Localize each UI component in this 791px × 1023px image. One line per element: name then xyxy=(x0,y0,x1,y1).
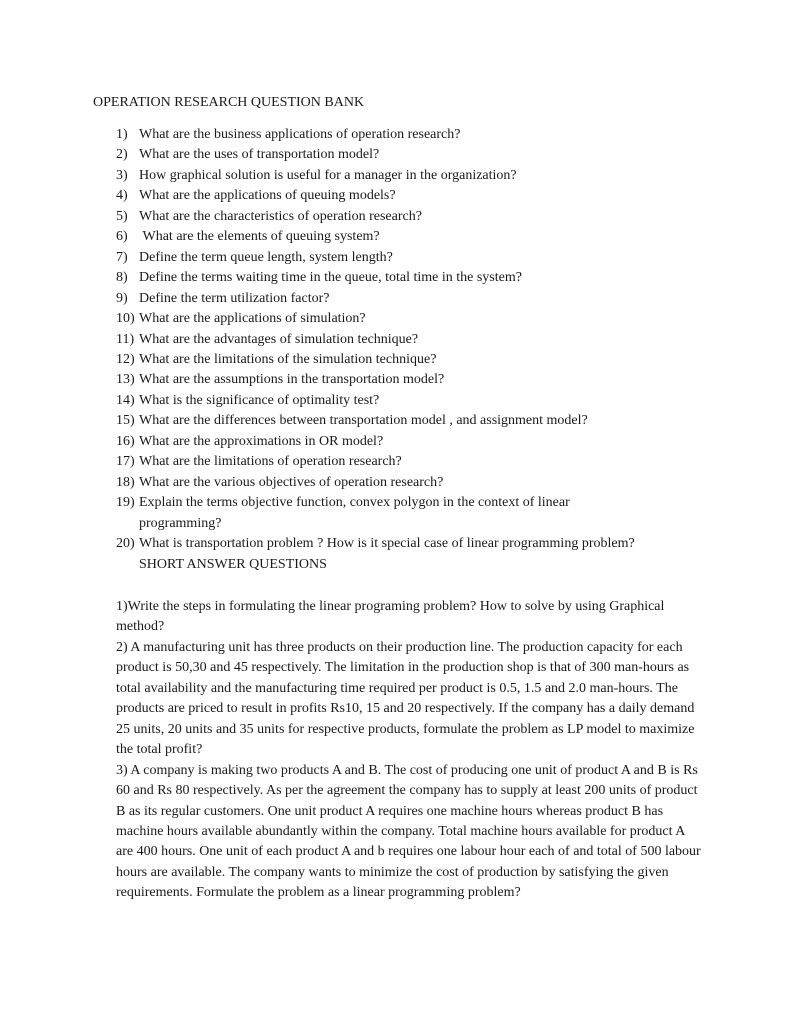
list-item xyxy=(116,330,716,350)
list-item xyxy=(116,186,716,206)
list-item xyxy=(116,370,716,390)
question-text: What are the elements of queuing system? xyxy=(139,229,380,245)
list-item xyxy=(116,473,716,493)
list-item xyxy=(116,391,716,411)
question-number: 8) xyxy=(116,270,128,286)
question-number: 20) xyxy=(116,536,135,552)
question-number: 19) xyxy=(116,495,135,511)
question-text: What are the business applications of operation research? xyxy=(139,127,461,142)
question-number: 9) xyxy=(116,290,128,306)
list-item xyxy=(116,309,716,329)
short-answer-question: 1)Write the steps in formulating the linear programing problem? How to solve by using Graphical method? xyxy=(116,599,665,635)
question-number: 6) xyxy=(116,229,128,245)
question-number: 4) xyxy=(116,188,128,204)
list-item xyxy=(116,145,716,165)
question-text: What are the characteristics of operation research? xyxy=(139,208,422,224)
question-text: What are the approximations in OR model? xyxy=(139,433,384,449)
question-number: 14) xyxy=(116,392,135,408)
question-number: 1) xyxy=(116,127,128,142)
list-item xyxy=(116,125,716,145)
question-text: What are the assumptions in the transportation model? xyxy=(139,372,445,388)
question-number: 12) xyxy=(116,351,135,367)
short-answer-question: 2) A manufacturing unit has three products on their production line. The production capacity for each product is 50,30 and 45 respectively. The limitation in the production shop is that of 300 man-hours as total availability and the manufacturing time required per product is 0.5, 1.5 and 2.0 man-hours. The products are priced to result in profits Rs10, 15 and 20 respectively. If the company has a daily demand 25 units, 20 units and 35 units for respective products, formulate the problem as LP model to maximize the total profit? xyxy=(116,639,695,758)
question-text: What is transportation problem ? How is it special case of linear programming problem? xyxy=(139,536,635,552)
list-item xyxy=(116,432,716,452)
short-answer-heading: SHORT ANSWER QUESTIONS xyxy=(139,556,327,572)
question-text: What are the applications of queuing models? xyxy=(139,188,396,204)
question-text: Explain the terms objective function, convex polygon in the context of linear programming? xyxy=(139,495,574,531)
question-list xyxy=(116,125,716,575)
list-item xyxy=(116,268,716,288)
list-item xyxy=(116,350,716,370)
list-item xyxy=(116,227,716,247)
list-item xyxy=(116,289,716,309)
question-text: What are the uses of transportation model? xyxy=(139,147,380,163)
question-number: 15) xyxy=(116,413,135,429)
question-number: 16) xyxy=(116,433,135,449)
question-text: What are the limitations of operation research? xyxy=(139,454,402,470)
question-number: 7) xyxy=(116,249,128,265)
short-answer-question: 3) A company is making two products A and B. The cost of producing one unit of product A and B is Rs 60 and Rs 80 respectively. As per the agreement the company has to supply at least 200 units of product B as its regular customers. One unit product A requires one machine hours whereas product B has machine hours available abundantly within the company. Total machine hours available for product A are 400 hours. One unit of each product A and b requires one labour hour each of and total of 500 labour hours are available. The company wants to minimize the cost of production by satisfying the given requirements. Formulate the problem as a linear programming problem? xyxy=(116,762,701,901)
question-number: 3) xyxy=(116,167,128,183)
question-number: 13) xyxy=(116,372,135,388)
question-text: What are the various objectives of operation research? xyxy=(139,474,444,490)
page-title: OPERATION RESEARCH QUESTION BANK xyxy=(93,95,365,110)
question-text: What are the limitations of the simulation technique? xyxy=(139,351,437,367)
question-text: Define the terms waiting time in the queue, total time in the system? xyxy=(139,270,522,286)
question-number: 2) xyxy=(116,147,128,163)
question-text: Define the term queue length, system length? xyxy=(139,249,393,265)
question-text: What is the significance of optimality test? xyxy=(139,392,380,408)
question-text: What are the advantages of simulation technique? xyxy=(139,331,419,347)
question-number: 17) xyxy=(116,454,135,470)
list-item xyxy=(116,452,716,472)
question-number: 11) xyxy=(116,331,135,347)
list-item xyxy=(116,248,716,268)
question-number: 5) xyxy=(116,208,128,224)
list-item xyxy=(116,493,716,534)
list-item xyxy=(116,166,716,186)
list-item xyxy=(116,207,716,227)
list-item xyxy=(116,534,716,554)
short-answer-section xyxy=(116,597,706,904)
question-text: Define the term utilization factor? xyxy=(139,290,330,306)
question-text: What are the applications of simulation? xyxy=(139,311,366,327)
list-item xyxy=(116,411,716,431)
question-text: What are the differences between transportation model , and assignment model? xyxy=(139,413,588,429)
question-number: 18) xyxy=(116,474,135,490)
question-number: 10) xyxy=(116,311,135,327)
question-text: How graphical solution is useful for a manager in the organization? xyxy=(139,167,517,183)
